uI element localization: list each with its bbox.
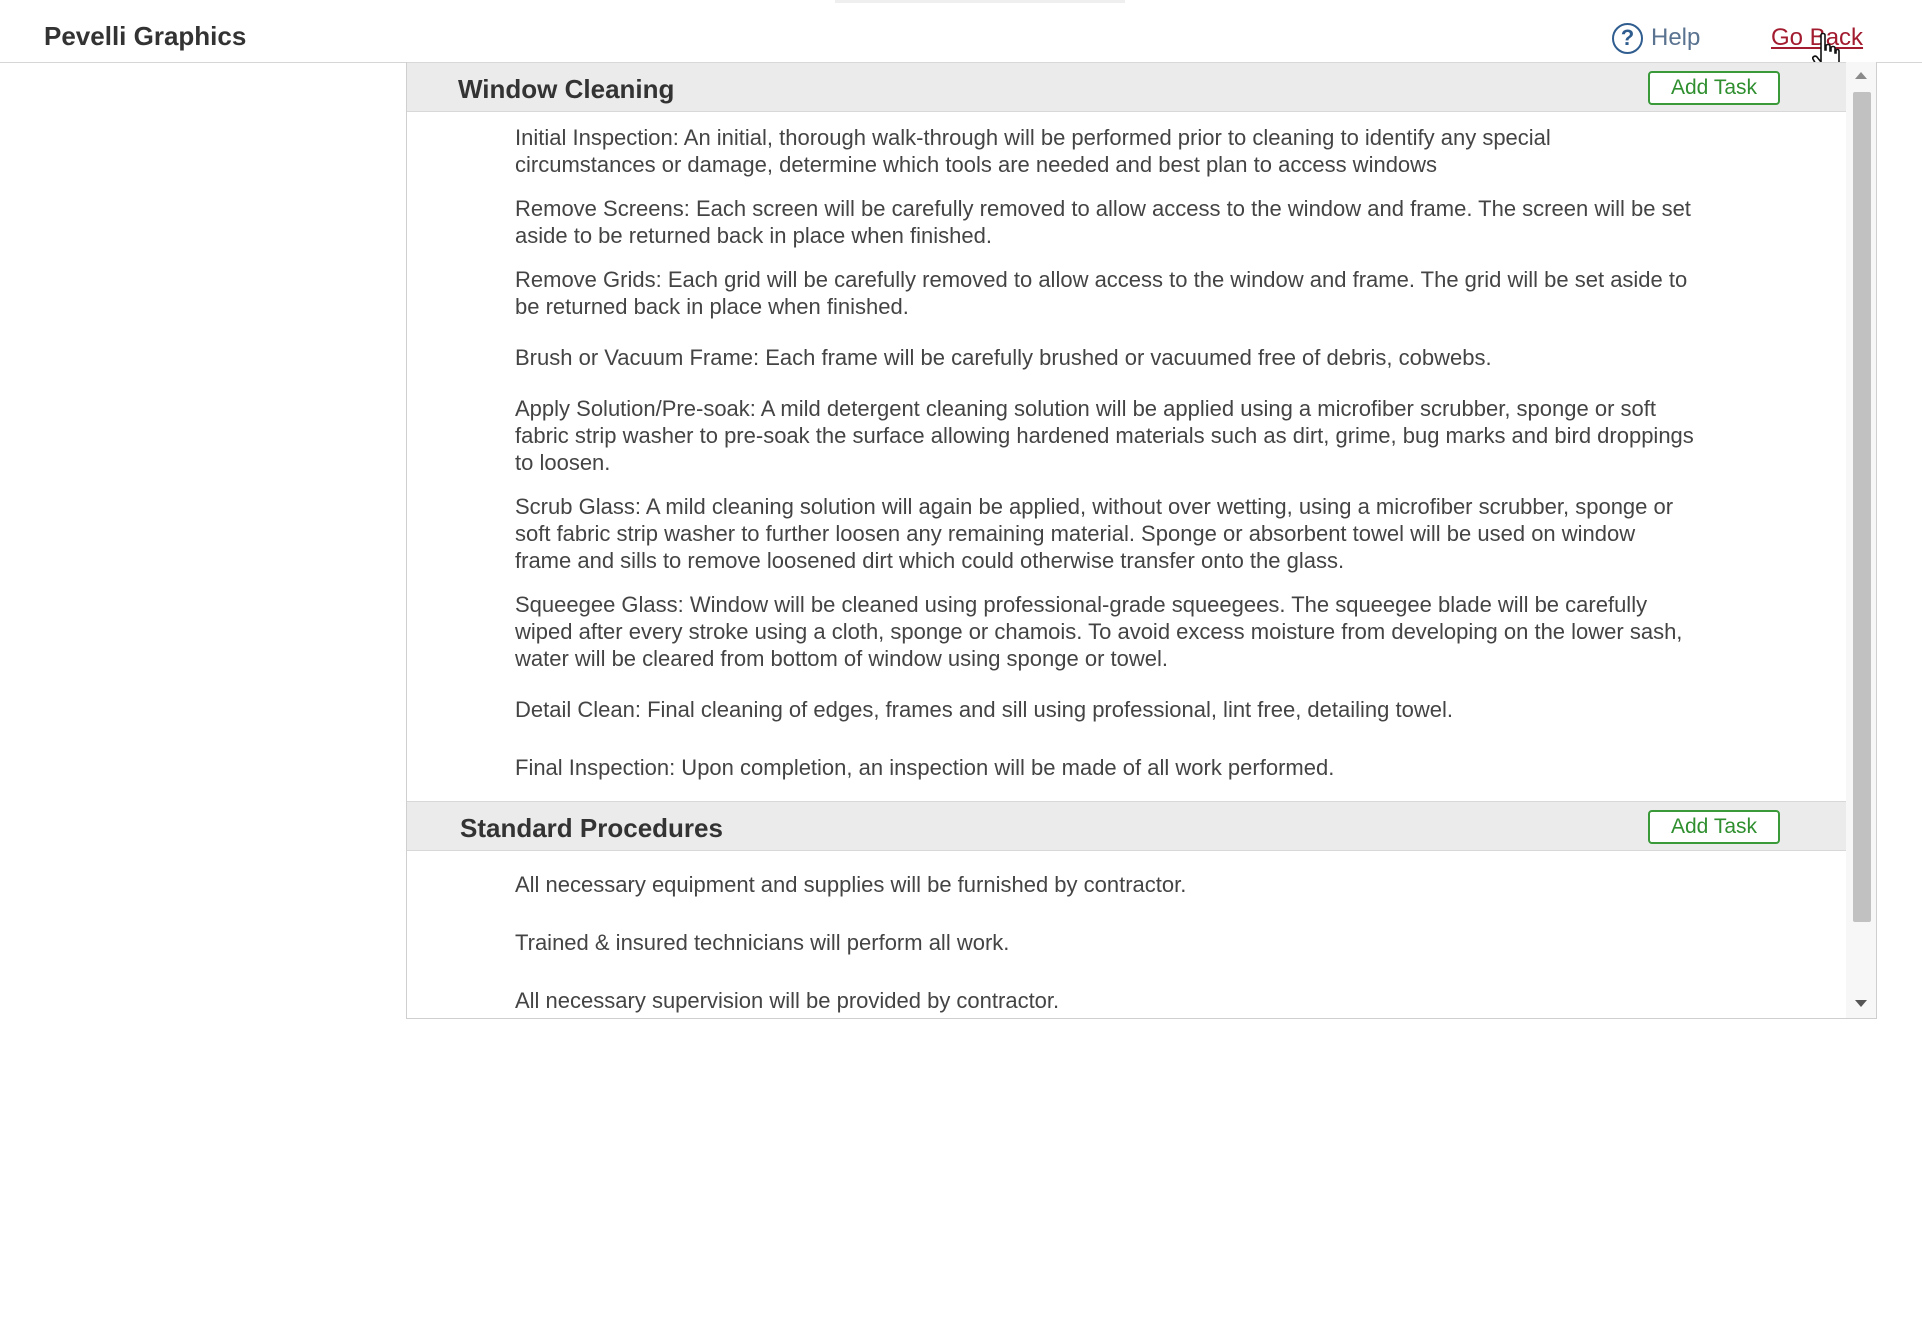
- top-bar: [0, 0, 1922, 63]
- scrollbar-thumb[interactable]: [1853, 92, 1871, 922]
- section-header-standard-procedures: [407, 801, 1847, 851]
- task-item: Initial Inspection: An initial, thorough walk-through will be performed prior to cleaning to identify any special circumstances or damage, determine which tools are needed and best plan to access windows: [515, 125, 1551, 177]
- task-item: Squeegee Glass: Window will be cleaned using professional-grade squeegees. The squeegee blade will be carefully wiped after every stroke using a cloth, sponge or chamois. To avoid excess moisture from developing on the lower sash, water will be cleared from bottom of window using sponge or towel.: [515, 592, 1683, 671]
- vertical-scrollbar[interactable]: [1846, 62, 1876, 1019]
- go-back-link[interactable]: Go Back: [1771, 24, 1864, 51]
- task-item: All necessary supervision will be provided by contractor.: [515, 988, 1060, 1013]
- scroll-up-arrow-icon[interactable]: [1855, 72, 1867, 79]
- section-title: Standard Procedures: [460, 813, 723, 843]
- help-link[interactable]: [1612, 20, 1700, 56]
- section-header-window-cleaning: [407, 62, 1847, 112]
- task-item: Detail Clean: Final cleaning of edges, frames and sill using professional, lint free, detailing towel.: [515, 697, 1453, 722]
- task-item: Apply Solution/Pre-soak: A mild detergent cleaning solution will be applied using a microfiber scrubber, sponge or soft fabric strip washer to pre-soak the surface allowing hardened materials such as dirt, grime, bug marks and bird droppings to loosen.: [515, 396, 1694, 475]
- scroll-down-arrow-icon[interactable]: [1855, 1000, 1867, 1007]
- task-list-standard-procedures: [407, 871, 1847, 1014]
- task-item: Final Inspection: Upon completion, an inspection will be made of all work performed.: [515, 755, 1335, 780]
- help-label: Help: [1651, 24, 1701, 51]
- task-item: Trained & insured technicians will perform all work.: [515, 930, 1010, 955]
- add-task-button[interactable]: Add Task: [1648, 71, 1780, 105]
- brand-name: Pevelli Graphics: [44, 21, 247, 51]
- help-icon: ?: [1612, 23, 1643, 54]
- task-item: Brush or Vacuum Frame: Each frame will be carefully brushed or vacuumed free of debris, cobwebs.: [515, 345, 1492, 370]
- task-item: Remove Grids: Each grid will be carefully removed to allow access to the window and frame. The grid will be set aside to be returned back in place when finished.: [515, 267, 1688, 319]
- task-scroll-content: [407, 62, 1847, 1014]
- task-item: Remove Screens: Each screen will be carefully removed to allow access to the window and frame. The screen will be set aside to be returned back in place when finished.: [515, 196, 1691, 248]
- add-task-button[interactable]: Add Task: [1648, 810, 1780, 844]
- task-panel: [406, 62, 1877, 1019]
- task-item: All necessary equipment and supplies will be furnished by contractor.: [515, 872, 1187, 897]
- task-list-window-cleaning: [407, 124, 1847, 781]
- top-strip-decoration: [835, 0, 1125, 3]
- section-title: Window Cleaning: [458, 74, 675, 104]
- task-item: Scrub Glass: A mild cleaning solution will again be applied, without over wetting, using a microfiber scrubber, sponge or soft fabric strip washer to further loosen any remaining material. Sponge or absorbent towel will be used on window frame and sills to remove loosened dirt which could otherwise transfer onto the glass.: [515, 494, 1674, 573]
